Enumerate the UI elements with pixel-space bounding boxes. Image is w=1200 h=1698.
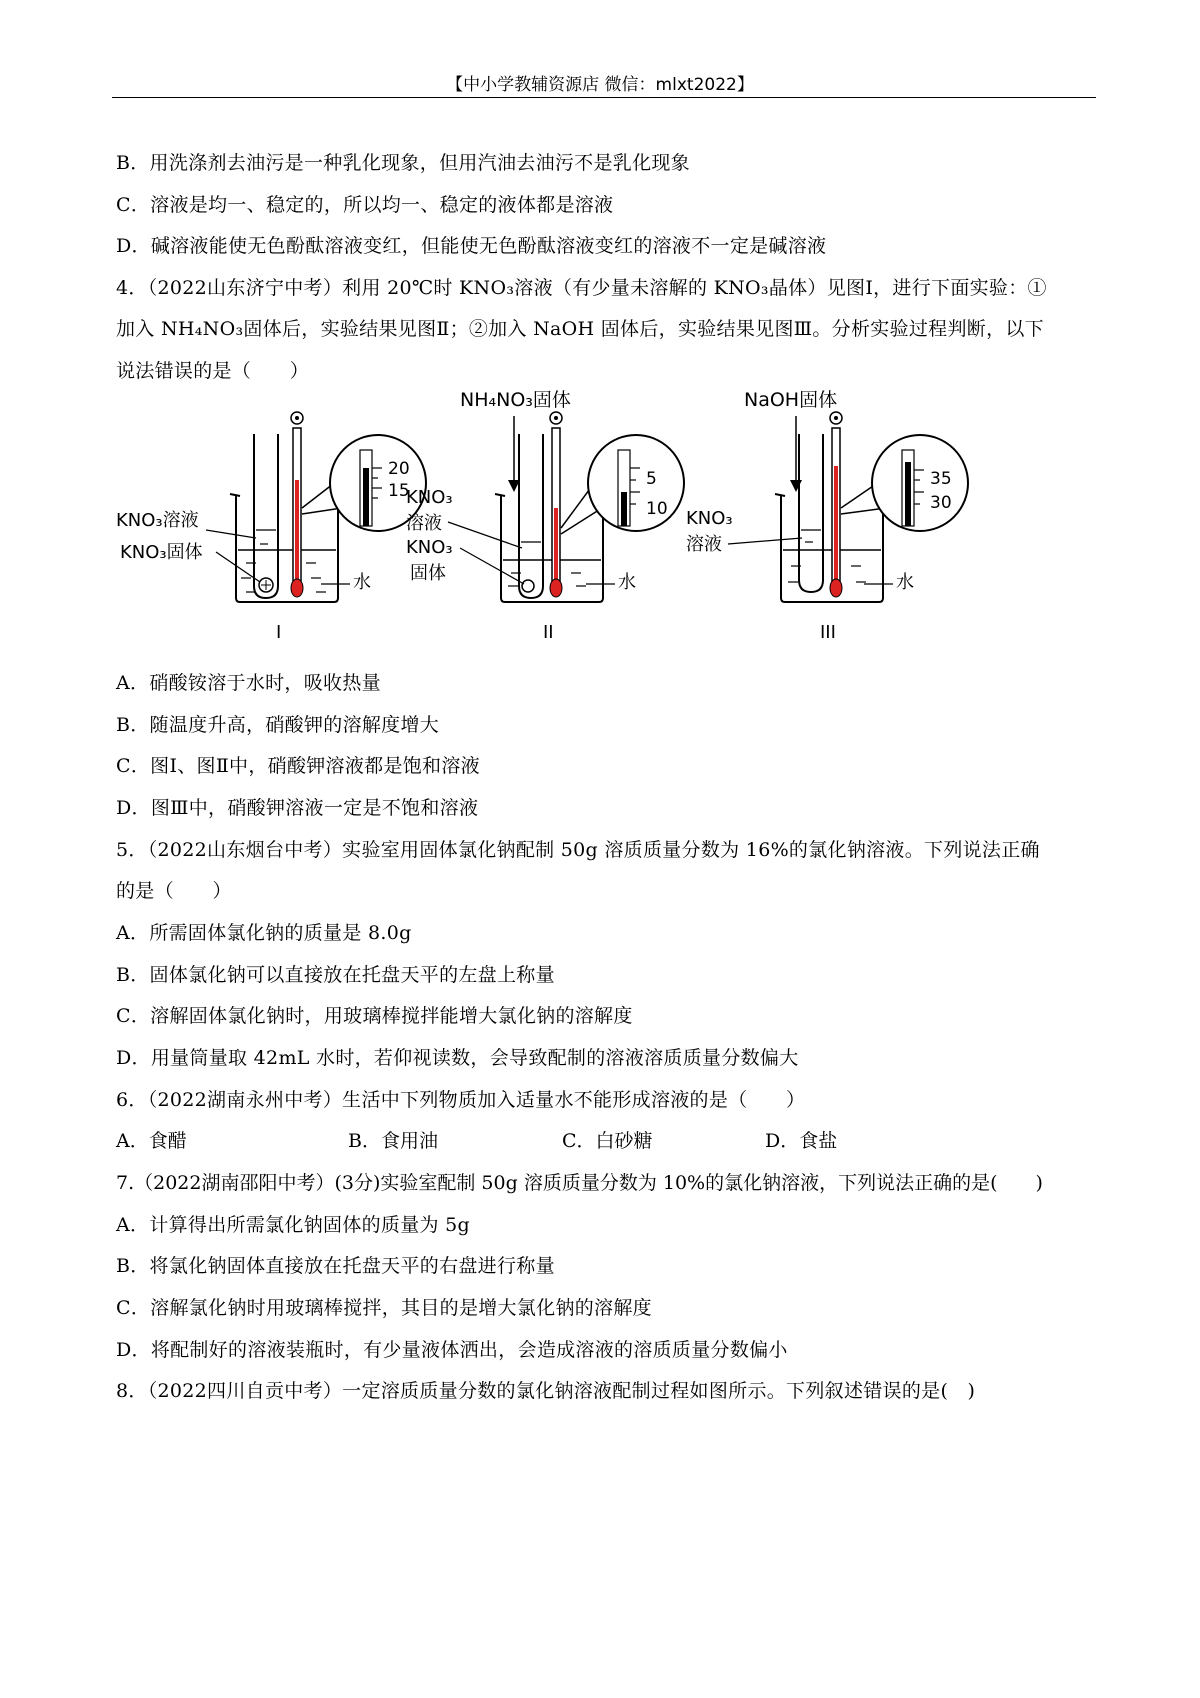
q6-option-c: C．白砂糖 bbox=[562, 1130, 653, 1152]
figure-ii bbox=[406, 389, 684, 643]
naoh-label: NaOH固体 bbox=[744, 389, 838, 411]
q6-option-a: A．食醋 bbox=[116, 1130, 187, 1152]
q7-option-b: B．将氯化钠固体直接放在托盘天平的右盘进行称量 bbox=[116, 1255, 555, 1277]
scale-35: 35 bbox=[930, 469, 952, 489]
q4-stem-line2: 加入 NH₄NO₃固体后，实验结果见图Ⅱ；②加入 NaOH 固体后，实验结果见图Ⅲ。分析实验过程判断，以下 bbox=[116, 318, 1044, 340]
figure-i-caption: I bbox=[276, 622, 282, 643]
scale-30: 30 bbox=[930, 493, 952, 513]
q6-option-d: D．食盐 bbox=[765, 1130, 838, 1152]
kno3-solution-label-2: 溶液 bbox=[686, 534, 722, 555]
scale-20: 20 bbox=[388, 459, 410, 479]
q8-stem: 8．（2022四川自贡中考）一定溶质质量分数的氯化钠溶液配制过程如图所示。下列叙述错误的是( ) bbox=[116, 1380, 976, 1402]
q4-option-c: C．图Ⅰ、图Ⅱ中，硝酸钾溶液都是饱和溶液 bbox=[116, 755, 480, 777]
kno3-solution-label-1: KNO₃ bbox=[686, 508, 733, 529]
figure-ii-caption: II bbox=[543, 622, 554, 643]
q5-option-d: D．用量筒量取 42mL 水时，若仰视读数，会导致配制的溶液溶质质量分数偏大 bbox=[116, 1047, 799, 1069]
q3-option-c: C．溶液是均一、稳定的，所以均一、稳定的液体都是溶液 bbox=[116, 194, 614, 216]
water-label: 水 bbox=[618, 572, 636, 593]
kno3-solid-label: KNO₃固体 bbox=[120, 542, 203, 563]
header-rule bbox=[112, 97, 1096, 98]
kno3-solution-label: KNO₃溶液 bbox=[116, 510, 199, 531]
scale-15: 15 bbox=[388, 481, 410, 501]
figure-iii bbox=[686, 389, 968, 643]
q5-option-c: C．溶解固体氯化钠时，用玻璃棒搅拌能增大氯化钠的溶解度 bbox=[116, 1005, 633, 1027]
water-label: 水 bbox=[896, 572, 914, 593]
q5-stem-line2: 的是（ ） bbox=[116, 880, 232, 902]
scale-10: 10 bbox=[646, 499, 668, 519]
kno3-solution-label-2: 溶液 bbox=[406, 513, 442, 534]
scale-5: 5 bbox=[646, 469, 657, 489]
q4-option-a: A．硝酸铵溶于水时，吸收热量 bbox=[116, 672, 381, 694]
q6-stem: 6．（2022湖南永州中考）生活中下列物质加入适量水不能形成溶液的是（ ） bbox=[116, 1089, 806, 1111]
figure-iii-caption: III bbox=[820, 622, 836, 643]
q4-figure bbox=[116, 388, 976, 648]
q5-stem-line1: 5．（2022山东烟台中考）实验室用固体氯化钠配制 50g 溶质质量分数为 16%的氯化钠溶液。下列说法正确 bbox=[116, 839, 1040, 861]
q5-option-b: B．固体氯化钠可以直接放在托盘天平的左盘上称量 bbox=[116, 964, 555, 986]
kno3-solution-label-1: KNO₃ bbox=[406, 487, 453, 508]
q7-option-a: A．计算得出所需氯化钠固体的质量为 5g bbox=[116, 1214, 471, 1236]
q5-option-a: A．所需固体氯化钠的质量是 8.0g bbox=[116, 922, 412, 944]
q3-option-d: D．碱溶液能使无色酚酞溶液变红，但能使无色酚酞溶液变红的溶液不一定是碱溶液 bbox=[116, 235, 827, 257]
page-header: 【中小学教辅资源店 微信：mlxt2022】 bbox=[446, 75, 754, 95]
q4-option-d: D．图Ⅲ中，硝酸钾溶液一定是不饱和溶液 bbox=[116, 797, 479, 819]
kno3-solid-label-2: 固体 bbox=[410, 563, 446, 584]
q7-option-c: C．溶解氯化钠时用玻璃棒搅拌，其目的是增大氯化钠的溶解度 bbox=[116, 1297, 652, 1319]
q7-stem: 7.（2022湖南邵阳中考）(3分)实验室配制 50g 溶质质量分数为 10%的氯化钠溶液，下列说法正确的是( ) bbox=[116, 1172, 1043, 1194]
q4-option-b: B．随温度升高，硝酸钾的溶解度增大 bbox=[116, 714, 440, 736]
kno3-solid-label-1: KNO₃ bbox=[406, 537, 453, 558]
figure-i bbox=[116, 412, 426, 643]
q4-stem-line1: 4．（2022山东济宁中考）利用 20℃时 KNO₃溶液（有少量未溶解的 KNO₃晶体）见图Ⅰ，进行下面实验：① bbox=[116, 277, 1047, 299]
q4-stem-line3: 说法错误的是（ ） bbox=[116, 360, 310, 382]
q6-option-b: B．食用油 bbox=[348, 1130, 438, 1152]
water-label: 水 bbox=[353, 572, 371, 593]
q7-option-d: D．将配制好的溶液装瓶时，有少量液体洒出，会造成溶液的溶质质量分数偏小 bbox=[116, 1339, 788, 1361]
q3-option-b: B．用洗涤剂去油污是一种乳化现象，但用汽油去油污不是乳化现象 bbox=[116, 152, 690, 174]
nh4no3-label: NH₄NO₃固体 bbox=[460, 389, 571, 411]
